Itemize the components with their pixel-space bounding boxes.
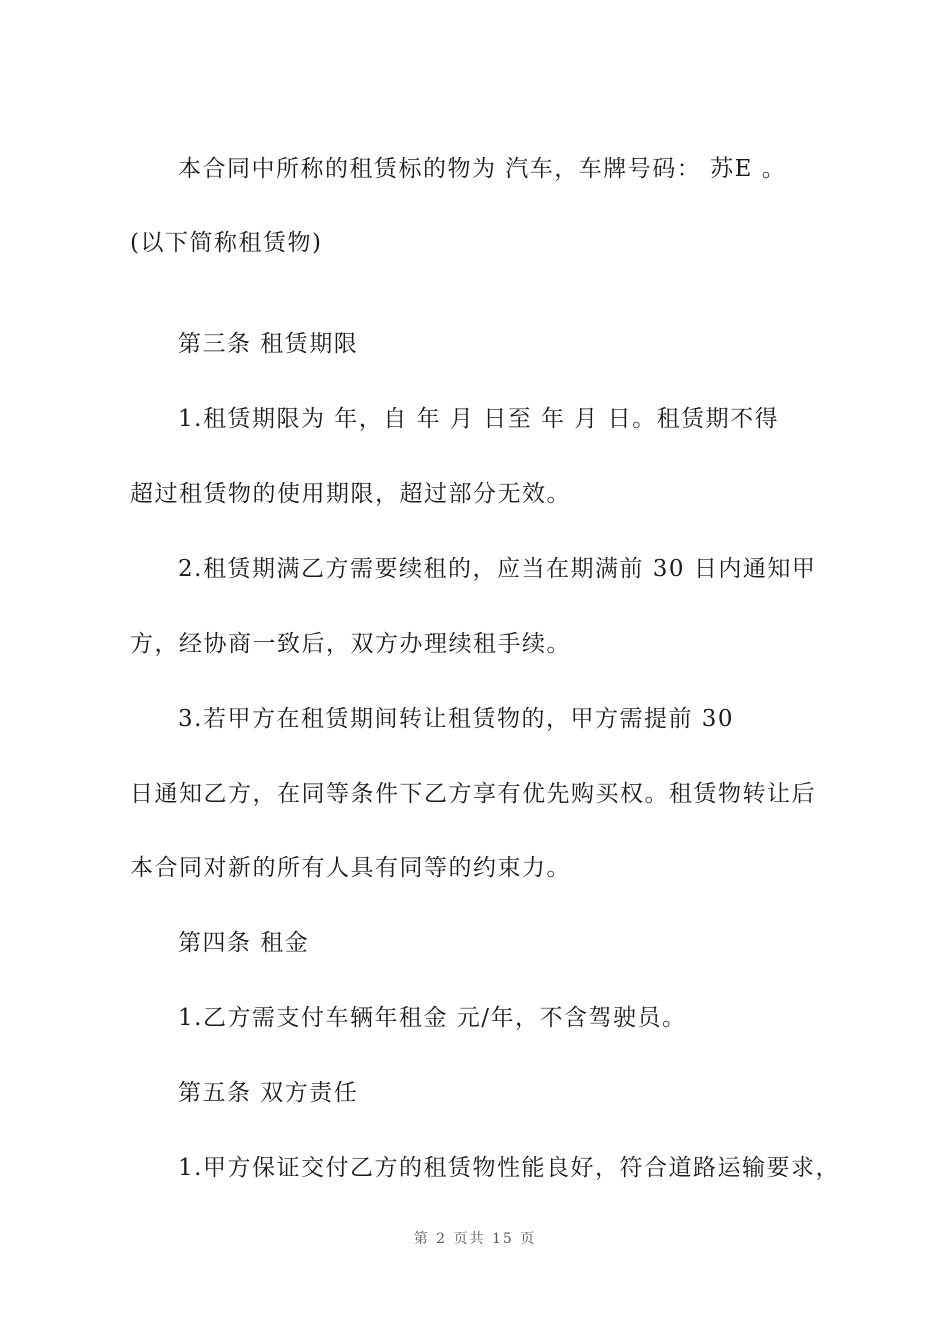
paragraph-line: 方，经协商一致后，双方办理续租手续。 [130, 631, 571, 657]
paragraph-line: 1.租赁期限为 年，自 年 月 日至 年 月 日。租赁期不得 [178, 406, 780, 432]
paragraph-line: 本合同中所称的租赁标的物为 汽车，车牌号码： 苏E 。 [178, 156, 787, 182]
paragraph-line: (以下简称租赁物) [130, 230, 323, 256]
paragraph-line: 1.乙方需支付车辆年租金 元/年，不含驾驶员。 [178, 1005, 687, 1031]
section-heading: 第四条 租金 [178, 930, 310, 956]
paragraph-line: 2.租赁期满乙方需要续租的，应当在期满前 30 日内通知甲 [178, 556, 817, 582]
paragraph-line: 1.甲方保证交付乙方的租赁物性能良好，符合道路运输要求， [178, 1155, 840, 1181]
page-number-footer: 第 2 页共 15 页 [413, 1231, 537, 1247]
section-heading: 第五条 双方责任 [178, 1080, 359, 1106]
paragraph-line: 3.若甲方在租赁期间转让租赁物的，甲方需提前 30 [178, 706, 735, 732]
paragraph-line: 日通知乙方，在同等条件下乙方享有优先购买权。租赁物转让后 [130, 781, 816, 807]
section-heading: 第三条 租赁期限 [178, 331, 359, 357]
paragraph-line: 本合同对新的所有人具有同等的约束力。 [130, 855, 571, 881]
paragraph-line: 超过租赁物的使用期限，超过部分无效。 [130, 481, 571, 507]
